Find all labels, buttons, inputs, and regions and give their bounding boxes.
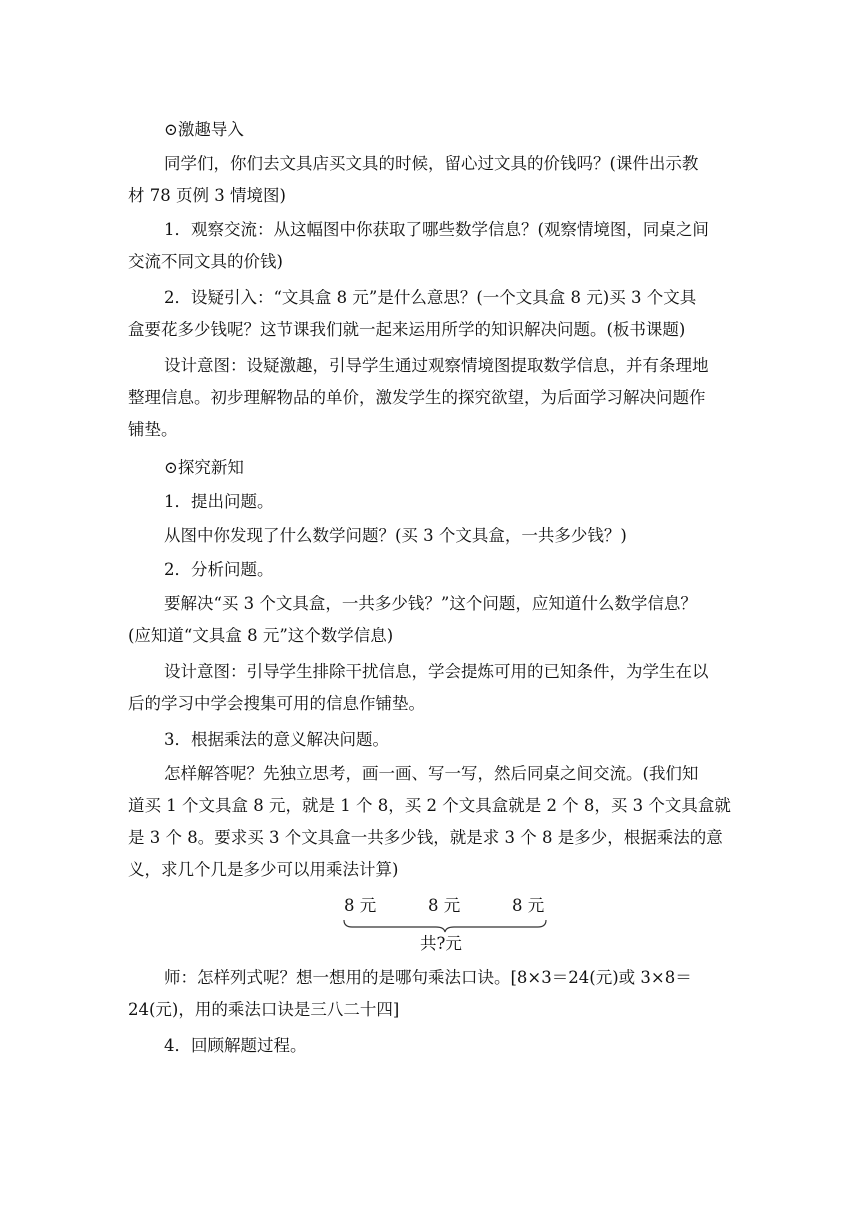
paragraph-observe: 1．观察交流：从这幅图中你获取了哪些数学信息？(观察情境图，同桌之间 交流不同文具的价钱)	[128, 220, 709, 271]
paragraph-intro: 同学们，你们去文具店买文具的时候，留心过文具的价钱吗？(课件出示教 材 78 页例 3 情境图)	[128, 154, 699, 205]
paragraph-question: 2．设疑引入：“文具盒 8 元”是什么意思？(一个文具盒 8 元)买 3 个文具 盒要花多少钱呢？这节课我们就一起来运用所学的知识解决问题。(板书课题)	[128, 288, 697, 339]
step-review: 4．回顾解题过程。	[164, 1036, 307, 1055]
section-heading-explore: ⊙探究新知	[164, 458, 244, 477]
step-multiplication: 3．根据乘法的意义解决问题。	[164, 730, 389, 749]
paragraph-solve: 怎样解答呢？先独立思考，画一画、写一写，然后同桌之间交流。(我们知 道买 1 个文具盒 8 元，就是 1 个 8，买 2 个文具盒就是 2 个 8，买 3 个文具盒就 是 3 个 8。要求买 3 个文具盒一共多少钱，就是求 3 个 8 是多少，根据乘法的意 义，求几个几是多少可以用乘法计算)	[128, 764, 731, 879]
step-raise-question: 1．提出问题。	[164, 492, 274, 511]
paragraph-analyze: 要解决“买 3 个文具盒，一共多少钱？”这个问题，应知道什么数学信息？ (应知道“文具盒 8 元”这个数学信息)	[128, 594, 697, 645]
price-label-1: 8 元	[344, 896, 377, 915]
price-label-3: 8 元	[512, 896, 545, 915]
paragraph-design-intent-2: 设计意图：引导学生排除干扰信息，学会提炼可用的已知条件，为学生在以 后的学习中学会搜集可用的信息作铺垫。	[128, 662, 709, 713]
total-label: 共?元	[420, 934, 462, 953]
price-label-2: 8 元	[428, 896, 461, 915]
section-heading-intro: ⊙激趣导入	[164, 120, 244, 139]
paragraph-teacher-formula: 师：怎样列式呢？想一想用的是哪句乘法口诀。[8×3＝24(元)或 3×8＝ 24(元)，用的乘法口诀是三八二十四]	[128, 968, 692, 1019]
paragraph-find-question: 从图中你发现了什么数学问题？(买 3 个文具盒，一共多少钱？)	[164, 526, 627, 545]
paragraph-design-intent-1: 设计意图：设疑激趣，引导学生通过观察情境图提取数学信息，并有条理地 整理信息。初步理解物品的单价，激发学生的探究欲望，为后面学习解决问题作 铺垫。	[128, 356, 709, 439]
price-brace-diagram	[340, 894, 550, 958]
step-analyze: 2．分析问题。	[164, 560, 274, 579]
